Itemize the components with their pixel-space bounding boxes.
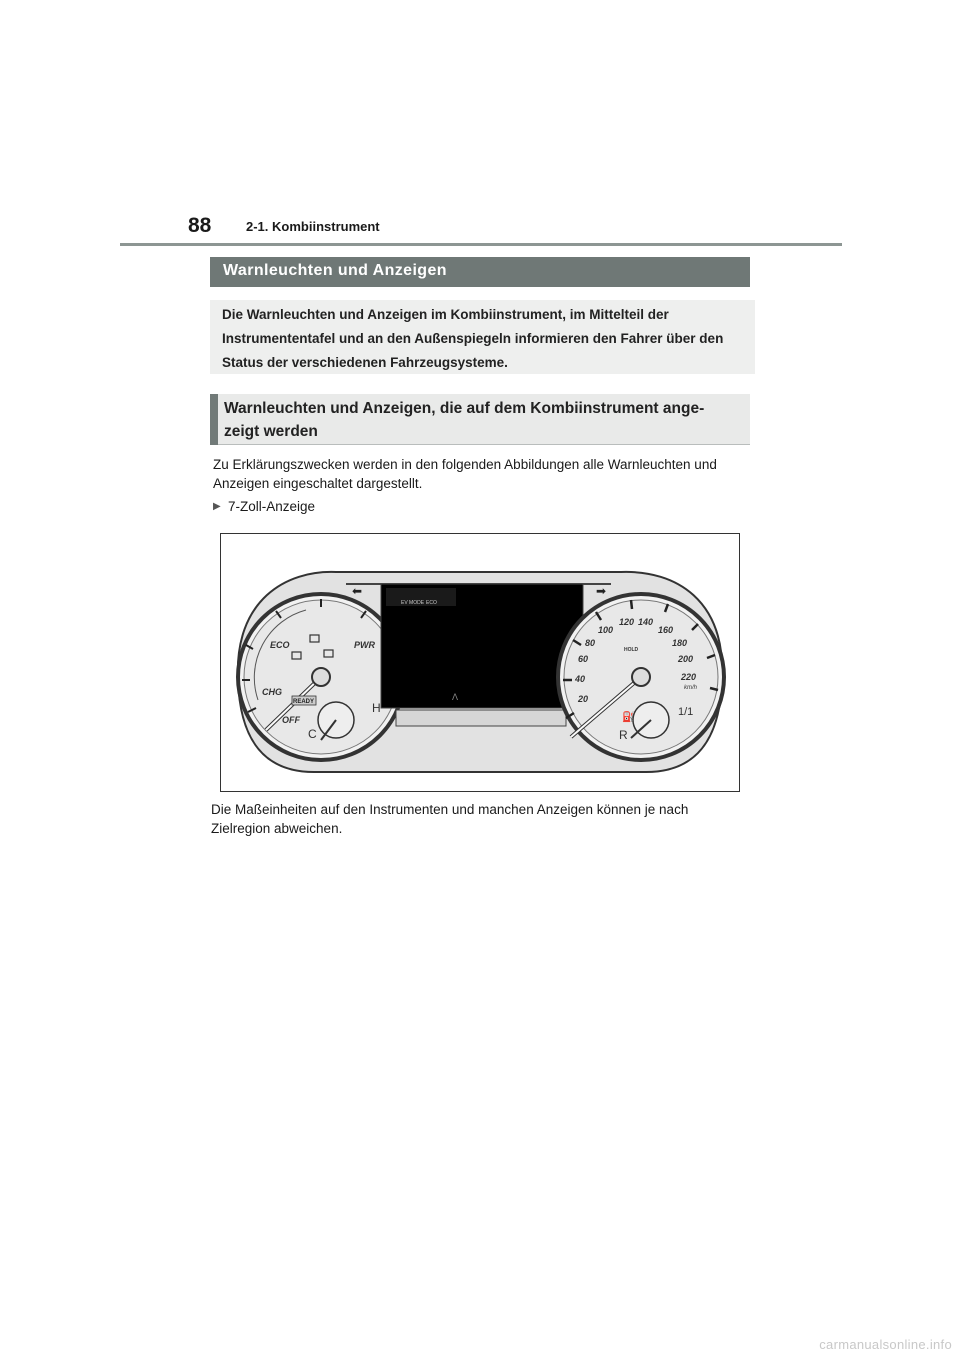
pwr-label: PWR [354,640,375,650]
intro-text: Die Warnleuchten und Anzeigen im Kombiinstrument, im Mittelteil der Instrumententafel und an den Außenspiegeln informieren den Fahrer über den Status der verschiedenen Fahrzeugsysteme. [222,307,724,370]
fuel-pump-icon: ⛽ [622,712,635,723]
speed-label-100: 100 [598,625,614,635]
instrument-cluster-illustration [226,540,734,785]
hold-label: HOLD [624,647,639,653]
speed-unit: km/h [684,685,698,691]
speed-label-220: 220 [681,672,697,682]
lane-icon: Λ [452,692,459,702]
bullet-arrow-icon: ▶ [213,501,221,512]
eco-label: ECO [270,640,290,650]
off-label: OFF [282,715,300,725]
speed-label-140: 140 [638,617,654,627]
note-text: Die Maßeinheiten auf den Instrumenten und manchen Anzeigen können je nach Zielregion abweichen. [211,802,689,836]
section-title: Warnleuchten und Anzeigen [223,262,447,279]
speedometer-gauge [558,594,724,760]
bullet-label: 7-Zoll-Anzeige [228,499,316,514]
ev-mode-label: EV MODE [401,600,425,606]
ready-label: READY [293,699,315,705]
chg-label: CHG [262,687,282,697]
temp-cold-label: C [308,727,317,741]
display-eco-label: ECO [426,600,437,606]
turn-right-icon: ➡ [596,584,607,598]
watermark: carmanualsonline.info [819,1337,952,1352]
page-number: 88 [188,214,212,237]
fuel-full-label: 1/1 [678,706,694,718]
body-text: Zu Erklärungszwecken werden in den folgenden Abbildungen alle Warnleuchten und Anzeigen eingeschaltet dargestellt. [213,457,717,491]
temp-hot-label: H [372,701,381,715]
subsection-accent [210,394,218,445]
speed-label-180: 180 [672,638,688,648]
chapter-title: 2-1. Kombiinstrument [246,219,380,234]
turn-left-icon: ⬅ [352,584,363,598]
power-meter-gauge [238,594,404,760]
speed-label-120: 120 [619,617,635,627]
speed-label-200: 200 [678,654,694,664]
speed-label-160: 160 [658,625,674,635]
fuel-empty-label: R [619,728,628,742]
speed-label-40: 40 [575,674,586,684]
speed-label-20: 20 [578,694,589,704]
header-rule [120,243,842,246]
speed-label-60: 60 [578,654,589,664]
subsection-title: Warnleuchten und Anzeigen, die auf dem Kombiinstrument ange- zeigt werden [224,400,705,440]
speed-label-80: 80 [585,638,596,648]
